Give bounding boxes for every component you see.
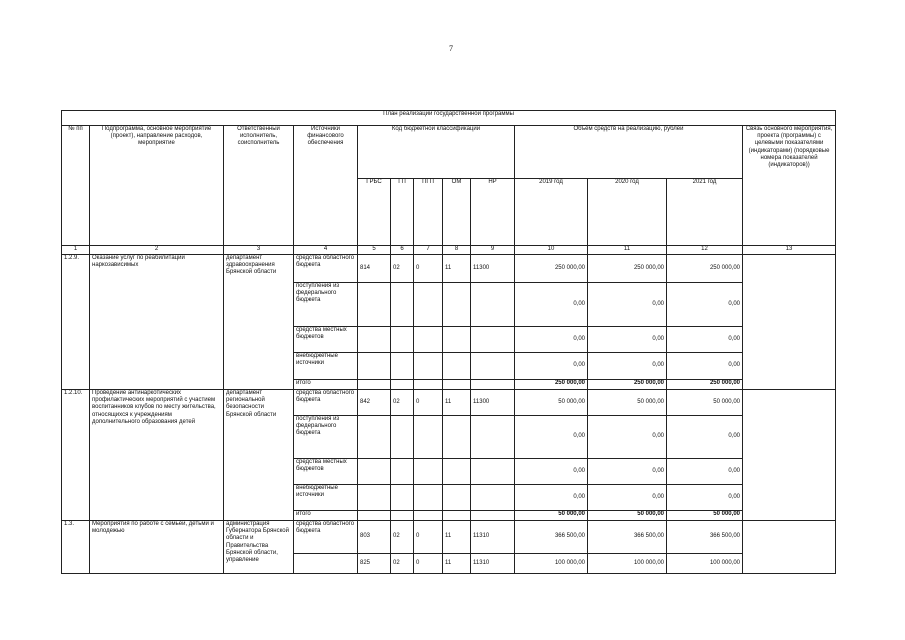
column-number: 7 bbox=[414, 246, 443, 255]
cell-2020: 250 000,00 bbox=[588, 255, 667, 283]
column-number: 12 bbox=[667, 246, 743, 255]
cell-2021: 50 000,00 bbox=[667, 511, 743, 521]
page-number: 7 bbox=[449, 44, 453, 53]
cell-2020: 366 500,00 bbox=[588, 521, 667, 554]
column-number: 9 bbox=[471, 246, 515, 255]
program-plan-table bbox=[61, 110, 836, 574]
cell-2020: 0,00 bbox=[588, 485, 667, 511]
table-title: План реализации государственной программы bbox=[62, 111, 836, 126]
cell-grbs: 825 bbox=[358, 554, 391, 574]
cell-2020: 0,00 bbox=[588, 459, 667, 485]
header-gp: ГП bbox=[391, 179, 414, 246]
cell-2020: 100 000,00 bbox=[588, 554, 667, 574]
cell-2019: 50 000,00 bbox=[515, 511, 588, 521]
cell-2021: 100 000,00 bbox=[667, 554, 743, 574]
row-source: поступления из федерального бюджета bbox=[294, 283, 358, 327]
cell-link bbox=[743, 521, 836, 574]
column-number: 11 bbox=[588, 246, 667, 255]
column-number: 4 bbox=[294, 246, 358, 255]
cell-2020: 0,00 bbox=[588, 416, 667, 459]
cell-2020: 50 000,00 bbox=[588, 390, 667, 416]
cell-2021: 0,00 bbox=[667, 485, 743, 511]
cell-gp: 02 bbox=[391, 255, 414, 283]
row-source: итого bbox=[294, 380, 358, 390]
row-responsible: департамент здравоохранения Брянской области bbox=[224, 255, 294, 390]
cell-2019: 0,00 bbox=[515, 485, 588, 511]
cell-2021: 0,00 bbox=[667, 327, 743, 353]
table-title-row bbox=[62, 111, 836, 126]
row-source: средства областного бюджета bbox=[294, 255, 358, 283]
header-2020: 2020 год bbox=[588, 179, 667, 246]
cell-gp: 02 bbox=[391, 390, 414, 416]
cell-2019: 0,00 bbox=[515, 353, 588, 380]
header-2021: 2021 год bbox=[667, 179, 743, 246]
cell-nr: 11300 bbox=[471, 390, 515, 416]
column-number: 10 bbox=[515, 246, 588, 255]
row-number: 1.3. bbox=[62, 521, 90, 574]
cell-pgp: 0 bbox=[414, 554, 443, 574]
cell-2021: 0,00 bbox=[667, 353, 743, 380]
column-number: 1 bbox=[62, 246, 90, 255]
header-row bbox=[62, 126, 836, 179]
header-2019: 2019 год bbox=[515, 179, 588, 246]
header-grbs: ГРБС bbox=[358, 179, 391, 246]
cell-2019: 0,00 bbox=[515, 459, 588, 485]
cell-grbs: 803 bbox=[358, 521, 391, 554]
header-pgp: ПГП bbox=[414, 179, 443, 246]
cell-2019: 0,00 bbox=[515, 416, 588, 459]
row-name: Проведение антинаркотических профилактических мероприятий с участием воспитанников клубов по месту жительства, относящихся к учреждениям дополнительного образования детей bbox=[90, 390, 224, 521]
header-sources: Источники финансового обеспечения bbox=[294, 126, 358, 246]
cell-2019: 366 500,00 bbox=[515, 521, 588, 554]
cell-2020: 250 000,00 bbox=[588, 380, 667, 390]
table-row bbox=[62, 521, 836, 554]
cell-nr: 11300 bbox=[471, 255, 515, 283]
cell-2021: 50 000,00 bbox=[667, 390, 743, 416]
cell-link bbox=[743, 255, 836, 390]
row-responsible: администрация Губернатора Брянской области и Правительства Брянской области, управление bbox=[224, 521, 294, 574]
column-number: 3 bbox=[224, 246, 294, 255]
cell-2021: 0,00 bbox=[667, 459, 743, 485]
row-source: средства местных бюджетов bbox=[294, 459, 358, 485]
row-source: средства областного бюджета bbox=[294, 521, 358, 554]
row-source: средства местных бюджетов bbox=[294, 327, 358, 353]
cell-pgp: 0 bbox=[414, 521, 443, 554]
cell-grbs: 842 bbox=[358, 390, 391, 416]
header-volume: Объём средств на реализацию, рублей bbox=[515, 126, 743, 179]
header-program: Подпрограмма, основное мероприятие (проект), направление расходов, мероприятие bbox=[90, 126, 224, 246]
row-source: поступления из федерального бюджета bbox=[294, 416, 358, 459]
cell-nr: 11310 bbox=[471, 554, 515, 574]
header-om: ОМ bbox=[443, 179, 471, 246]
cell-grbs: 814 bbox=[358, 255, 391, 283]
cell-om: 11 bbox=[443, 554, 471, 574]
row-name: Мероприятия по работе с семьей, детьми и молодежью bbox=[90, 521, 224, 574]
header-budget-code: Код бюджетной классификации bbox=[358, 126, 515, 179]
cell-nr: 11310 bbox=[471, 521, 515, 554]
column-number-row bbox=[62, 246, 836, 255]
header-nr: НР bbox=[471, 179, 515, 246]
column-number: 2 bbox=[90, 246, 224, 255]
cell-om: 11 bbox=[443, 255, 471, 283]
row-source: средства областного бюджета bbox=[294, 390, 358, 416]
row-number: 1.2.9. bbox=[62, 255, 90, 390]
cell-2021: 366 500,00 bbox=[667, 521, 743, 554]
cell-2021: 250 000,00 bbox=[667, 380, 743, 390]
cell-link bbox=[743, 390, 836, 521]
header-responsible: Ответственный исполнитель, соисполнитель bbox=[224, 126, 294, 246]
cell-2019: 100 000,00 bbox=[515, 554, 588, 574]
row-source: итого bbox=[294, 511, 358, 521]
row-responsible: департамент региональной безопасности Брянской области bbox=[224, 390, 294, 521]
cell-2021: 250 000,00 bbox=[667, 255, 743, 283]
column-number: 8 bbox=[443, 246, 471, 255]
cell-gp: 02 bbox=[391, 521, 414, 554]
cell-2020: 50 000,00 bbox=[588, 511, 667, 521]
table-row bbox=[62, 390, 836, 416]
header-link: Связь основного мероприятия, проекта (программы) с целевыми показателями (индикаторами) (порядковые номера показателей (индикаторов)) bbox=[743, 126, 836, 246]
cell-2019: 250 000,00 bbox=[515, 380, 588, 390]
column-number: 5 bbox=[358, 246, 391, 255]
cell-2019: 50 000,00 bbox=[515, 390, 588, 416]
cell-om: 11 bbox=[443, 521, 471, 554]
table-row bbox=[62, 255, 836, 283]
cell-2019: 250 000,00 bbox=[515, 255, 588, 283]
cell-2019: 0,00 bbox=[515, 283, 588, 327]
row-source: внебюджетные источники bbox=[294, 353, 358, 380]
header-num: № пп bbox=[62, 126, 90, 246]
cell-pgp: 0 bbox=[414, 255, 443, 283]
cell-gp: 02 bbox=[391, 554, 414, 574]
cell-2021: 0,00 bbox=[667, 416, 743, 459]
row-name: Оказание услуг по реабилитации наркозависимых bbox=[90, 255, 224, 390]
column-number: 6 bbox=[391, 246, 414, 255]
cell-2020: 0,00 bbox=[588, 283, 667, 327]
row-source bbox=[294, 554, 358, 574]
row-source: внебюджетные источники bbox=[294, 485, 358, 511]
cell-pgp: 0 bbox=[414, 390, 443, 416]
cell-2020: 0,00 bbox=[588, 353, 667, 380]
cell-om: 11 bbox=[443, 390, 471, 416]
row-number: 1.2.10. bbox=[62, 390, 90, 521]
column-number: 13 bbox=[743, 246, 836, 255]
cell-2019: 0,00 bbox=[515, 327, 588, 353]
cell-2020: 0,00 bbox=[588, 327, 667, 353]
cell-2021: 0,00 bbox=[667, 283, 743, 327]
